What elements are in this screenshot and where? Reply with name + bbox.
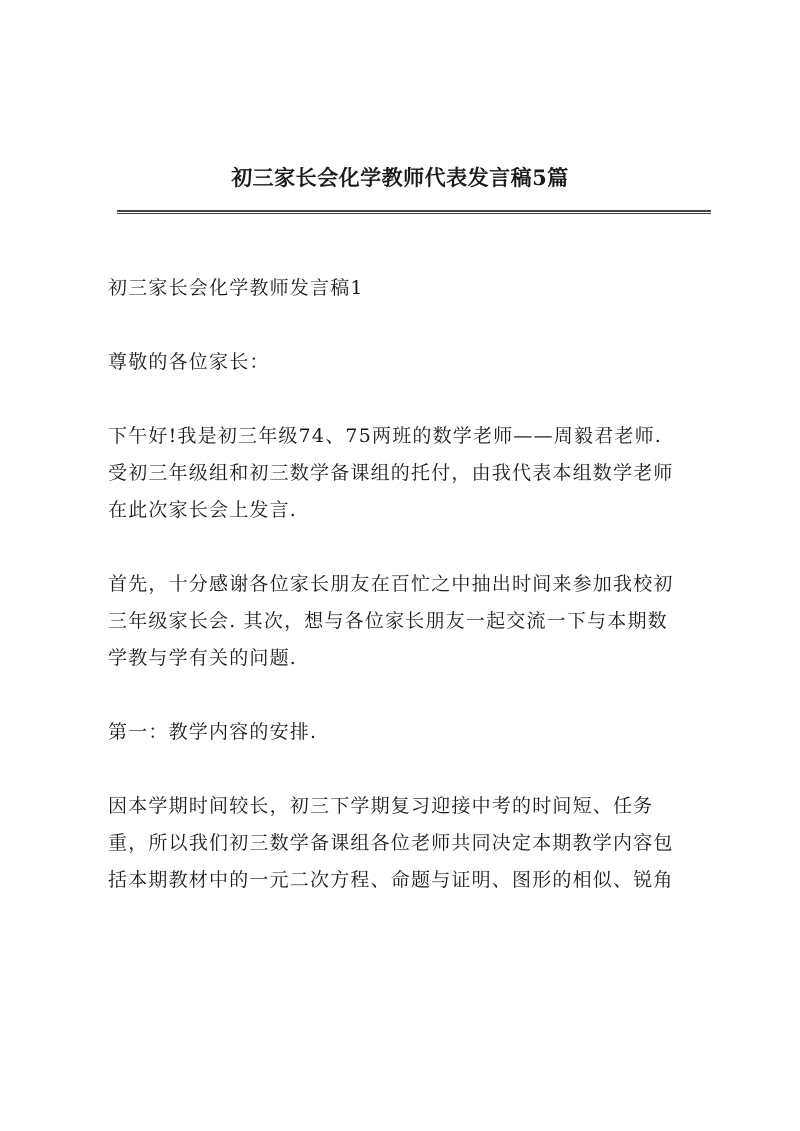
text-line: 括本期教材中的一元二次方程、命题与证明、图形的相似、锐角 bbox=[108, 869, 674, 891]
text-line: 首先，十分感谢各位家长朋友在百忙之中抽出时间来参加我校初 bbox=[108, 573, 674, 595]
text-line: 学教与学有关的问题. bbox=[108, 647, 298, 669]
text-line: 重，所以我们初三数学备课组各位老师共同决定本期教学内容包 bbox=[108, 832, 674, 854]
paragraph-thanks bbox=[108, 566, 712, 677]
document-title: 初三家长会化学教师代表发言稿5篇 bbox=[231, 165, 569, 190]
text-line: 下午好!我是初三年级74、75两班的数学老师——周毅君老师. bbox=[108, 425, 663, 447]
text-line: 受初三年级组和初三数学备课组的托付，由我代表本组数学老师 bbox=[108, 462, 674, 484]
text-line: 在此次家长会上发言. bbox=[108, 499, 298, 521]
title-divider bbox=[117, 210, 711, 214]
text-line: 三年级家长会. 其次，想与各位家长朋友一起交流一下与本期数 bbox=[108, 610, 668, 632]
paragraph-schedule bbox=[108, 788, 712, 899]
text-line: 初三家长会化学教师发言稿1 bbox=[108, 277, 364, 299]
document-body bbox=[108, 270, 712, 936]
salutation bbox=[108, 344, 712, 381]
text-line: 因本学期时间较长，初三下学期复习迎接中考的时间短、任务 bbox=[108, 795, 654, 817]
section-heading bbox=[108, 270, 712, 307]
paragraph-intro bbox=[108, 418, 712, 529]
text-line: 尊敬的各位家长： bbox=[108, 351, 270, 373]
paragraph-point-one bbox=[108, 714, 712, 751]
text-line: 第一：教学内容的安排. bbox=[108, 721, 318, 743]
